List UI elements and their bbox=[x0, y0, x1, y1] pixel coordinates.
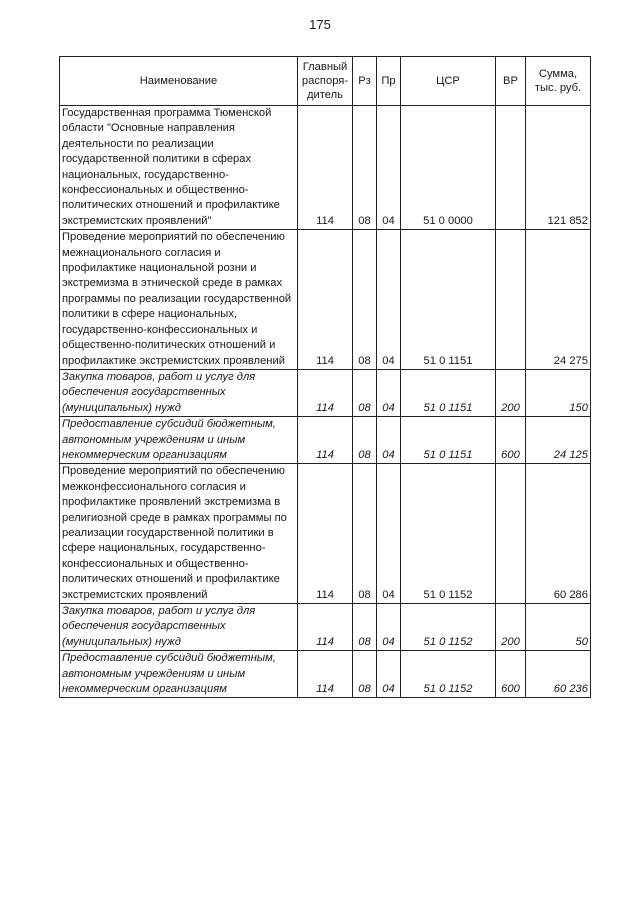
row-vr bbox=[496, 106, 526, 230]
row-sum: 60 286 bbox=[526, 464, 591, 604]
row-rz: 08 bbox=[353, 604, 377, 651]
row-name: Предоставление субсидий бюджетным, автономным учреждениям и иным некоммерческим организациям bbox=[60, 417, 298, 464]
row-csr: 51 0 1152 bbox=[401, 604, 496, 651]
row-name: Проведение мероприятий по обеспечению межнационального согласия и профилактике национальной розни и экстремизма в этнической среде в рамках программы по реализации государственной политики в сфере национальных, государственно-конфессиональных и общественно-политических отношений и профилактике экстремистских проявлений bbox=[60, 230, 298, 370]
row-sum: 150 bbox=[526, 369, 591, 416]
header-rz: Рз bbox=[353, 57, 377, 106]
row-sum: 50 bbox=[526, 604, 591, 651]
row-pr: 04 bbox=[377, 604, 401, 651]
row-pr: 04 bbox=[377, 417, 401, 464]
row-csr: 51 0 1151 bbox=[401, 230, 496, 370]
table-row bbox=[60, 651, 591, 698]
header-manager: Главный распоря-дитель bbox=[298, 57, 353, 106]
page-number: 175 bbox=[309, 17, 331, 32]
row-name: Государственная программа Тюменской области "Основные направления деятельности по реализации государственной политики в сферах национальных, государственно-конфессиональных и общественно-политических отношений и профилактике экстремистских проявлений" bbox=[60, 106, 298, 230]
row-csr: 51 0 1151 bbox=[401, 417, 496, 464]
row-rz: 08 bbox=[353, 369, 377, 416]
header-name: Наименование bbox=[60, 57, 298, 106]
row-rz: 08 bbox=[353, 651, 377, 698]
header-csr: ЦСР bbox=[401, 57, 496, 106]
header-vr: ВР bbox=[496, 57, 526, 106]
row-vr: 600 bbox=[496, 417, 526, 464]
header-pr: Пр bbox=[377, 57, 401, 106]
row-csr: 51 0 0000 bbox=[401, 106, 496, 230]
row-csr: 51 0 1151 bbox=[401, 369, 496, 416]
row-manager: 114 bbox=[298, 230, 353, 370]
budget-table bbox=[59, 56, 591, 698]
row-manager: 114 bbox=[298, 106, 353, 230]
row-sum: 24 125 bbox=[526, 417, 591, 464]
table-row bbox=[60, 230, 591, 370]
table-row bbox=[60, 417, 591, 464]
table-row bbox=[60, 106, 591, 230]
row-pr: 04 bbox=[377, 230, 401, 370]
row-manager: 114 bbox=[298, 417, 353, 464]
row-vr bbox=[496, 464, 526, 604]
row-manager: 114 bbox=[298, 604, 353, 651]
row-pr: 04 bbox=[377, 464, 401, 604]
row-vr bbox=[496, 230, 526, 370]
row-sum: 121 852 bbox=[526, 106, 591, 230]
row-manager: 114 bbox=[298, 369, 353, 416]
row-pr: 04 bbox=[377, 106, 401, 230]
row-name: Закупка товаров, работ и услуг для обеспечения государственных (муниципальных) нужд bbox=[60, 369, 298, 416]
row-pr: 04 bbox=[377, 369, 401, 416]
table-row bbox=[60, 369, 591, 416]
row-vr: 200 bbox=[496, 604, 526, 651]
header-sum: Сумма, тыс. руб. bbox=[526, 57, 591, 106]
row-sum: 60 236 bbox=[526, 651, 591, 698]
row-sum: 24 275 bbox=[526, 230, 591, 370]
header-row bbox=[60, 57, 591, 106]
row-rz: 08 bbox=[353, 464, 377, 604]
row-name: Закупка товаров, работ и услуг для обеспечения государственных (муниципальных) нужд bbox=[60, 604, 298, 651]
row-vr: 600 bbox=[496, 651, 526, 698]
row-rz: 08 bbox=[353, 417, 377, 464]
row-pr: 04 bbox=[377, 651, 401, 698]
row-manager: 114 bbox=[298, 651, 353, 698]
row-vr: 200 bbox=[496, 369, 526, 416]
table-row bbox=[60, 604, 591, 651]
row-csr: 51 0 1152 bbox=[401, 651, 496, 698]
row-name: Проведение мероприятий по обеспечению межконфессионального согласия и профилактике проявлений экстремизма в религиозной среде в рамках программы по реализации государственной политики в сфере национальных, государственно-конфессиональных и общественно-политических отношений и профилактике экстремистских проявлений bbox=[60, 464, 298, 604]
table-row bbox=[60, 464, 591, 604]
row-name: Предоставление субсидий бюджетным, автономным учреждениям и иным некоммерческим организациям bbox=[60, 651, 298, 698]
row-manager: 114 bbox=[298, 464, 353, 604]
row-csr: 51 0 1152 bbox=[401, 464, 496, 604]
row-rz: 08 bbox=[353, 230, 377, 370]
row-rz: 08 bbox=[353, 106, 377, 230]
